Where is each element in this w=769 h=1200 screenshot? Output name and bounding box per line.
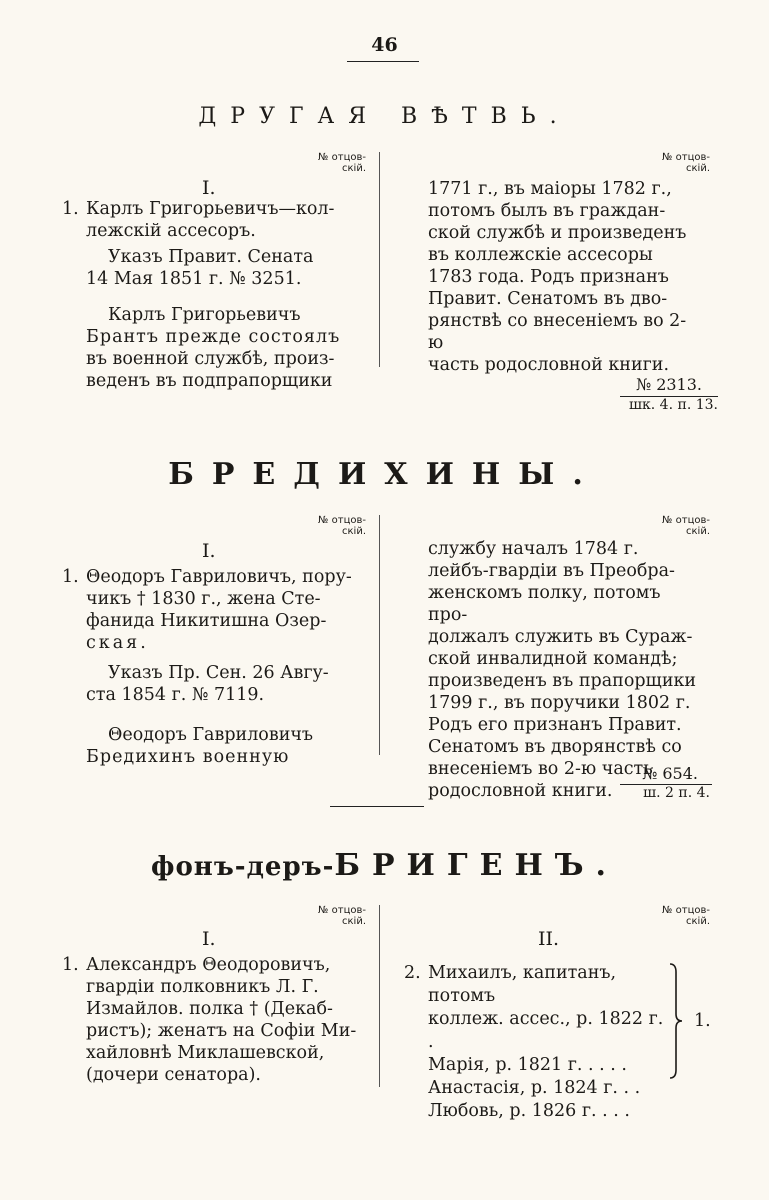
child-text: Анастасія, р. 1824 г. . . — [428, 1078, 641, 1098]
left-column — [62, 198, 358, 392]
entry-line: чикъ † 1830 г., жена Сте- — [86, 589, 321, 609]
body-line: Θеодоръ Гавриловичъ — [108, 725, 314, 745]
page-number: 46 — [371, 34, 398, 56]
entry-line: Карлъ Григорьевичъ—кол- — [86, 199, 335, 219]
body-line: 1783 года. Родъ признанъ — [428, 267, 669, 287]
entry-line: (дочери сенатора). — [86, 1065, 261, 1085]
body-line: 1799 г., въ поручики 1802 г. — [428, 693, 691, 713]
otcov-label: № отцов- скій. — [318, 515, 366, 537]
children-list — [404, 962, 674, 1123]
body-line: Сенатомъ въ дворянствѣ со — [428, 737, 682, 757]
right-column — [428, 538, 698, 802]
entry — [62, 566, 358, 768]
otcov-label: № отцов- скій. — [662, 905, 710, 927]
body-line: рянствѣ со внесеніемъ во 2-ю — [428, 311, 687, 353]
body-line: Брантъ прежде состоялъ — [86, 327, 341, 347]
section-title-fon-der-brigen — [0, 848, 769, 883]
record-number: № 2313. — [635, 375, 702, 394]
body-line: Карлъ Григорьевичъ — [108, 305, 301, 325]
section-title-bredikhiny: БРЕДИХИНЫ. — [168, 457, 601, 492]
title-prefix: фонъ-деръ- — [151, 852, 335, 882]
body-line: женскомъ полку, потомъ про- — [428, 583, 661, 625]
ukaz-line: Указъ Правит. Сената — [108, 247, 314, 267]
column-divider — [379, 905, 380, 1087]
right-column — [428, 178, 698, 376]
brace-ref: 1. — [694, 1011, 711, 1031]
brace — [666, 962, 688, 1080]
entry-number: 1. — [62, 567, 79, 587]
left-column — [62, 954, 358, 1086]
entry — [62, 198, 358, 392]
child-line — [404, 962, 674, 1008]
otcov-label: № отцов- скій. — [662, 515, 710, 537]
body-line: произведенъ въ прапорщики — [428, 671, 697, 691]
body-line: ской инвалидной командѣ; — [428, 649, 678, 669]
entry-line: фанида Никитишна Озер- — [86, 611, 327, 631]
entry-line: ская. — [86, 633, 149, 653]
ukaz-line: ста 1854 г. № 7119. — [86, 685, 265, 705]
page-number-rule — [347, 61, 419, 62]
shelf-ref: ш. 2 п. 4. — [643, 785, 710, 801]
entry-line: Александръ Θеодоровичъ, — [86, 955, 331, 975]
body-line: Родъ его признанъ Правит. — [428, 715, 682, 735]
body-line: лейбъ-гвардіи въ Преобра- — [428, 561, 675, 581]
child-text: Марія, р. 1821 г. . . . . — [428, 1055, 627, 1075]
shelf-ref: шк. 4. п. 13. — [629, 397, 718, 413]
section-separator — [330, 806, 424, 807]
body-line: 1771 г., въ маіоры 1782 г., — [428, 179, 672, 199]
record-number: № 654. — [642, 764, 698, 783]
child-line — [404, 1008, 674, 1054]
body-line: должалъ служить въ Сураж- — [428, 627, 693, 647]
child-text: Михаилъ, капитанъ, потомъ — [428, 963, 617, 1006]
body-line: веденъ въ подпрапорщики — [86, 371, 333, 391]
otcov-label: № отцов- скій. — [662, 152, 710, 174]
body-line: родословной книги. — [428, 781, 613, 801]
generation-roman: I. — [202, 928, 216, 950]
body-line: въ военной службѣ, произ- — [86, 349, 335, 369]
body-line: внесеніемъ во 2-ю часть — [428, 759, 653, 779]
ukaz-line: 14 Мая 1851 г. № 3251. — [86, 269, 302, 289]
entry — [62, 954, 358, 1086]
body-line: потомъ былъ въ граждан- — [428, 201, 666, 221]
entry-line: Измайлов. полка † (Декаб- — [86, 999, 333, 1019]
entry-number: 1. — [62, 955, 79, 975]
child-text: коллеж. ассес., р. 1822 г. . — [428, 1009, 664, 1052]
body-line: службу началъ 1784 г. — [428, 539, 639, 559]
entry-line: лежскій ассесоръ. — [86, 221, 256, 241]
column-divider — [379, 152, 380, 367]
child-line — [404, 1077, 674, 1100]
otcov-label: № отцов- скій. — [318, 152, 366, 174]
section-title-drugaya-vetv: ДРУГАЯ ВѢТВЬ. — [198, 104, 571, 129]
body-line: Бредихинъ военную — [86, 747, 290, 767]
body-line: часть родословной книги. — [428, 355, 670, 375]
child-line — [404, 1100, 674, 1123]
column-divider — [379, 515, 380, 755]
otcov-label: № отцов- скій. — [318, 905, 366, 927]
body-line: ской службѣ и произведенъ — [428, 223, 687, 243]
entry-number: 1. — [62, 199, 79, 219]
entry-line: хайловнѣ Миклашевской, — [86, 1043, 325, 1063]
ukaz-line: Указъ Пр. Сен. 26 Авгу- — [108, 663, 329, 683]
entry-line: гвардіи полковникъ Л. Г. — [86, 977, 319, 997]
entry-number: 2. — [404, 963, 421, 983]
generation-roman: I. — [202, 540, 216, 562]
entry-line: ристъ); женатъ на Софіи Ми- — [86, 1021, 357, 1041]
generation-roman: II. — [538, 928, 560, 950]
left-column — [62, 566, 358, 768]
child-text: Любовь, р. 1826 г. . . . — [428, 1101, 630, 1121]
title-name: БРИГЕНЪ. — [334, 848, 618, 883]
entry-line: Θеодоръ Гавриловичъ, пору- — [86, 567, 352, 587]
body-line: въ коллежскіе ассесоры — [428, 245, 653, 265]
child-line — [404, 1054, 674, 1077]
generation-roman: I. — [202, 177, 216, 199]
body-line: Правит. Сенатомъ въ дво- — [428, 289, 668, 309]
